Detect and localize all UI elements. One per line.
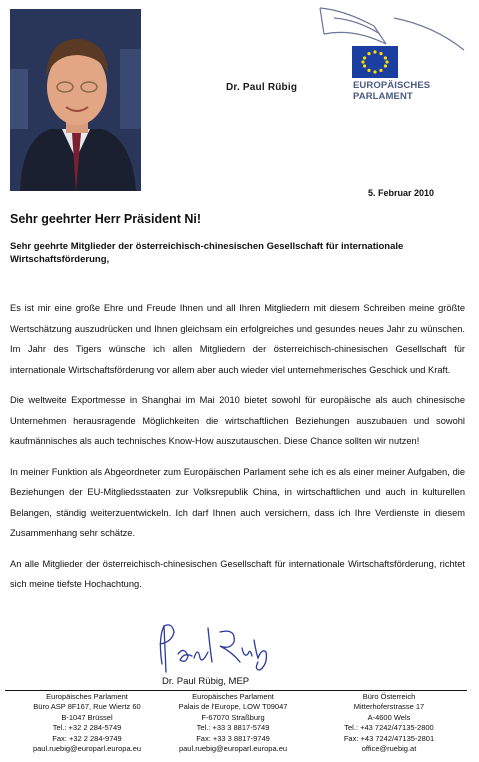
portrait-photo bbox=[10, 9, 141, 191]
handwritten-signature bbox=[150, 618, 275, 680]
footer-fax: Fax: +32 2 284-9749 bbox=[52, 733, 122, 743]
paragraph: An alle Mitglieder der österreichisch-chinesischen Gesellschaft für internationale Wirtschaftsförderung, richtet sich meine tiefste Hochachtung. bbox=[10, 558, 465, 589]
signature-name: Dr. Paul Rübig, MEP bbox=[162, 676, 250, 687]
paragraph: In meiner Funktion als Abgeordneter zum Europäischen Parlament sehe ich es als einer meiner Aufgaben, die Beziehungen der EU-Mitgliedsstaaten zur Volksrepublik China, in wirtschaftlichen und auch in kulturellen Belangen, ständig weiterzuentwickeln. Ich darf Ihnen auch versichern, dass ich Ihre Verdienste in diesem Zusammenhang sehr schätze. bbox=[10, 466, 465, 538]
footer-title: Büro Österreich bbox=[362, 692, 416, 701]
footer-address-brussels bbox=[12, 692, 162, 754]
paragraph: Die weltweite Exportmesse in Shanghai im Mai 2010 bietet sowohl für europäische als auch chinesische Unternehmen herausragende Möglichkeiten die wirtschaftlichen Beziehungen auszubauen und sowohl kaufmännisches als auch technisches Know-How auszutauschen. Diese Chance sollten wir nutzen! bbox=[10, 395, 465, 446]
footer-tel: Tel.: +32 2 284-5749 bbox=[52, 723, 122, 733]
footer-tel: Tel.: +43 7242/47135-2800 bbox=[344, 723, 434, 733]
footer-city: B-1047 Brüssel bbox=[61, 712, 113, 722]
footer-tel: Tel.: +33 3 8817-5749 bbox=[196, 723, 270, 733]
footer-email: office@ruebig.at bbox=[361, 744, 417, 754]
footer-divider bbox=[5, 690, 467, 691]
footer-address-strasbourg bbox=[158, 692, 308, 754]
footer-city: F-67070 Straßburg bbox=[201, 712, 265, 722]
footer-address: Büro ASP 8F167, Rue Wiertz 60 bbox=[33, 702, 141, 712]
footer-address: Palais de l'Europe, LOW T09047 bbox=[178, 702, 288, 712]
footer-address: Mitterhoferstrasse 17 bbox=[353, 702, 425, 712]
footer-city: A-4600 Wels bbox=[367, 712, 411, 722]
parliament-label: EUROPÄISCHES PARLAMENT bbox=[353, 80, 431, 102]
footer-fax: Fax: +33 3 8817-9749 bbox=[196, 733, 270, 743]
salutation: Sehr geehrter Herr Präsident Ni! bbox=[10, 212, 202, 226]
footer-address-austria bbox=[314, 692, 464, 754]
letter-body bbox=[10, 298, 465, 605]
footer-title: Europäisches Parlament bbox=[192, 692, 274, 701]
footer-fax: Fax: +43 7242/47135-2801 bbox=[343, 733, 435, 743]
paragraph: Es ist mir eine große Ehre und Freude Ihnen und all Ihren Mitgliedern mit diesem Schreiben meine größte Wertschätzung auszudrücken und Ihnen gleichsam ein erfolgreiches und gesundes neues Jahr zu wünschen. Im Jahr des Tigers wünsche ich allen Mitgliedern der österreichisch-chinesischen Gesellschaft für internationale Wirtschaftsförderung vor allem aber auch wieder viel unternehmerisches Geschick und Kraft. bbox=[10, 303, 465, 375]
footer-title: Europäisches Parlament bbox=[46, 692, 128, 701]
author-name-header: Dr. Paul Rübig bbox=[226, 82, 298, 93]
footer-email: paul.ruebig@europarl.europa.eu bbox=[32, 744, 142, 754]
footer-email: paul.ruebig@europarl.europa.eu bbox=[178, 744, 288, 754]
letter-date: 5. Februar 2010 bbox=[368, 188, 435, 198]
sub-salutation: Sehr geehrte Mitglieder der österreichisch-chinesischen Gesellschaft für internationale Wirtschaftsförderung, bbox=[10, 241, 404, 265]
